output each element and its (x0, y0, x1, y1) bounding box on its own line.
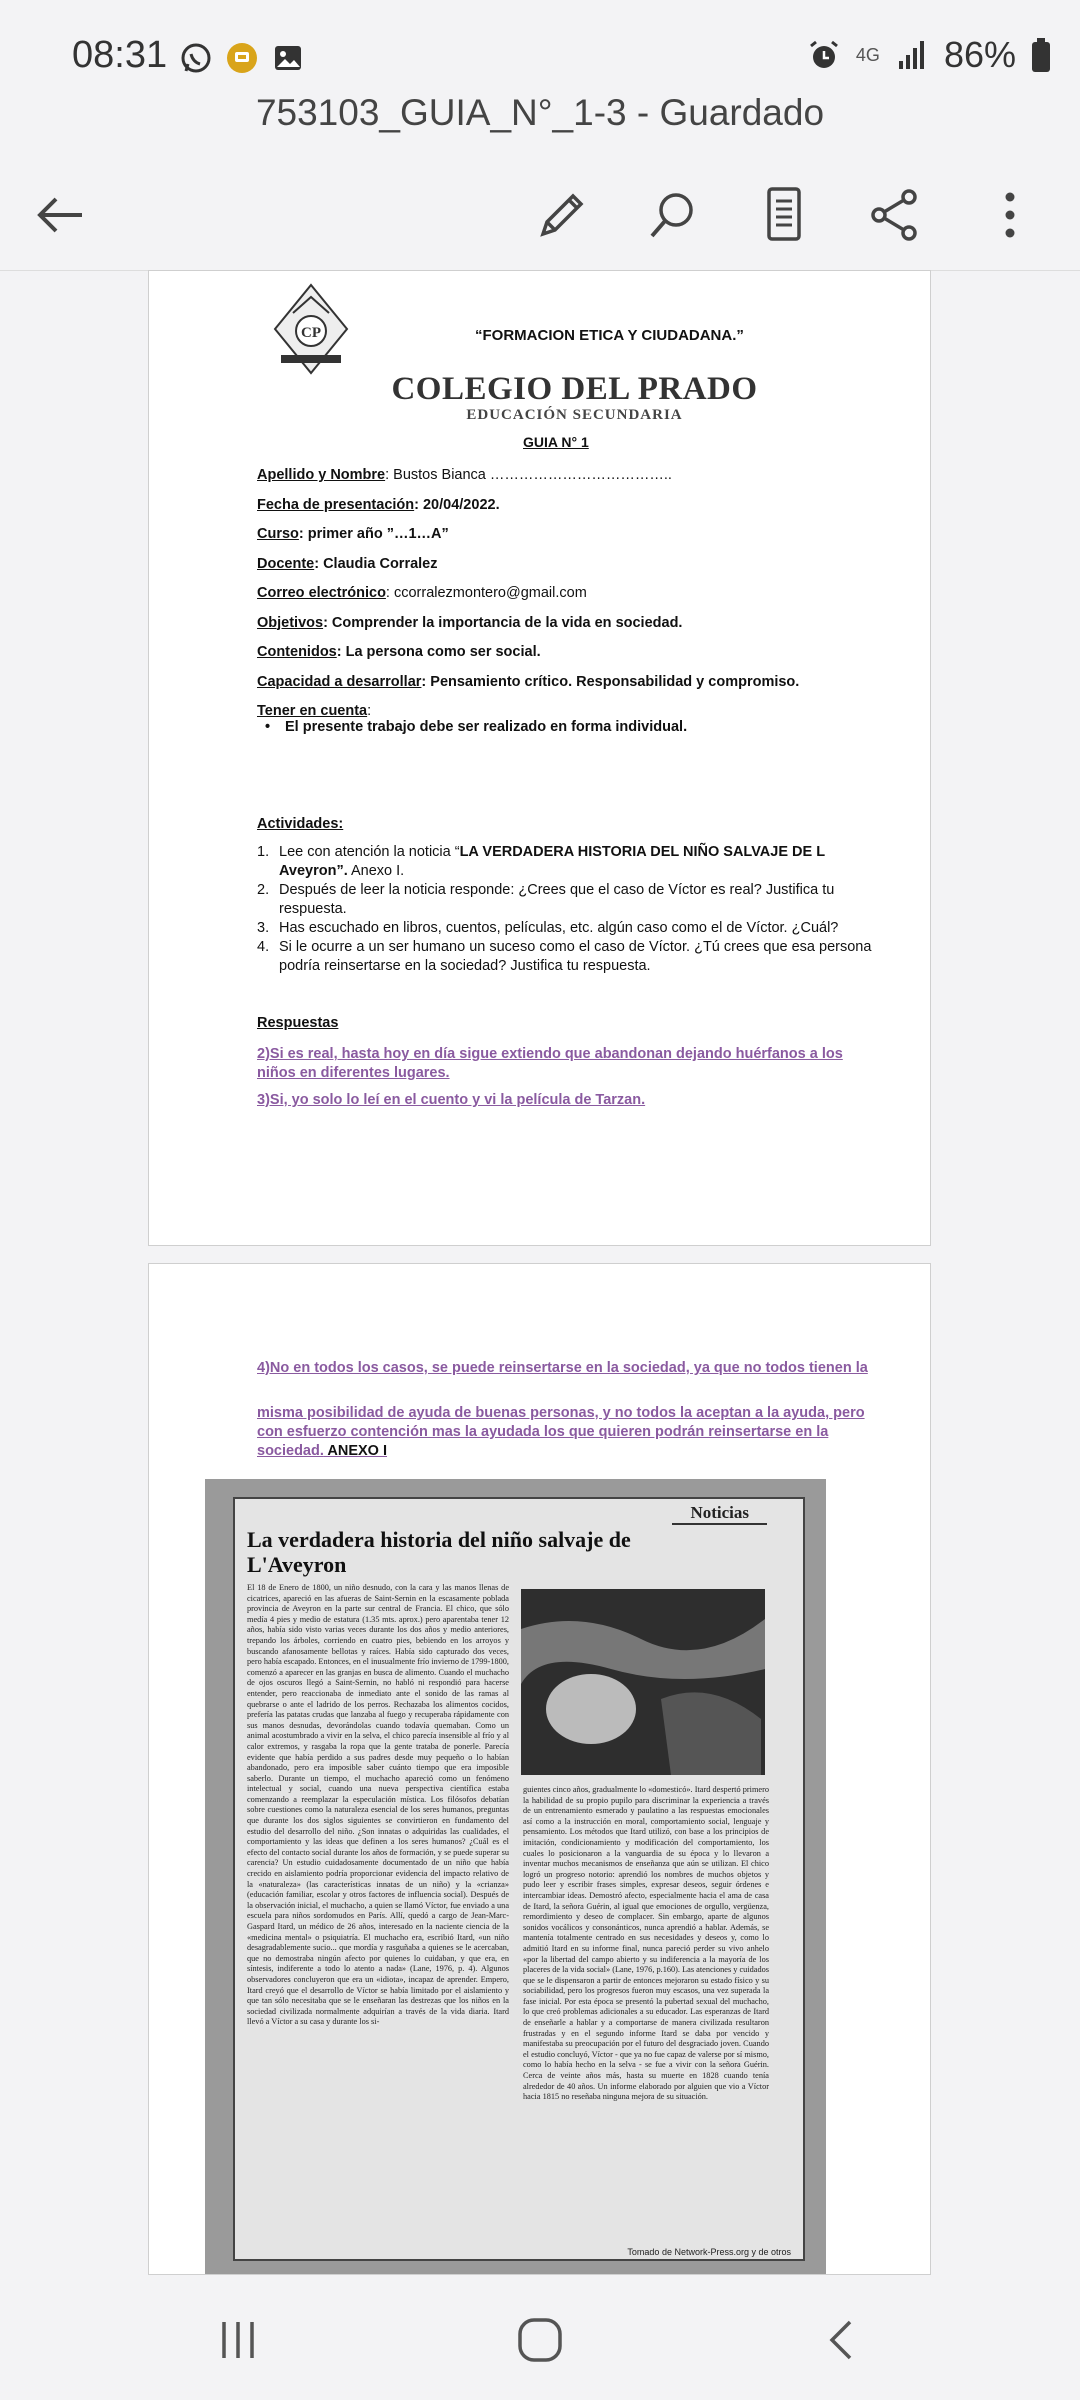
document-page-1 (148, 270, 931, 1246)
answer-2: 2)Si es real, hasta hoy en día sigue extiendo que abandonan dejando huérfanos a los niños en diferentes lugares. (257, 1046, 843, 1081)
field-value: : 20/04/2022. (414, 496, 500, 513)
reading-mode-icon (757, 185, 811, 245)
field-label: Contenidos (257, 644, 337, 660)
article-credit: Tomado de Network-Press.org y de otros (627, 2247, 791, 2257)
activity-text: Has escuchado en libros, cuentos, películas, etc. algún caso como el de Víctor. ¿Cuál? (279, 920, 839, 936)
activity-text-bold: LA VERDADERA HISTORIA DEL NIÑO SALVAJE DE L Aveyron”. (279, 844, 825, 879)
activity-item (257, 881, 877, 919)
field-label: Docente (257, 555, 315, 572)
guide-number: GUIA N° 1 (523, 434, 589, 450)
share-icon (867, 187, 923, 243)
navigation-bar (0, 2280, 1080, 2400)
document-viewer[interactable] (0, 270, 1080, 2280)
field-value: : Pensamiento crítico. Responsabilidad y compromiso. (421, 673, 800, 690)
field-label: Capacidad a desarrollar (257, 673, 422, 690)
status-left-icons (178, 40, 306, 76)
field-label: Fecha de presentación (257, 496, 415, 513)
field-value: : Claudia Corralez (314, 555, 438, 572)
activity-item (257, 938, 877, 976)
more-options-icon (1000, 187, 1020, 243)
field-label: Correo electrónico (257, 585, 386, 601)
activity-text: Lee con atención la noticia “ (279, 844, 460, 860)
gallery-icon (270, 40, 306, 76)
article-title: La verdadera historia del niño salvaje de L'Aveyron (247, 1527, 631, 1577)
field-label: Tener en cuenta (257, 703, 368, 719)
field-value: : primer año ”…1…A” (298, 526, 449, 542)
edit-button[interactable] (527, 180, 597, 250)
field-value: : Bustos Bianca ……………………………….. (385, 467, 672, 483)
document-title: 753103_GUIA_N°_1-3 - Guardado (255, 92, 825, 133)
field-row (257, 550, 897, 580)
back-icon (822, 2316, 862, 2364)
activities-list (257, 843, 877, 976)
student-info-fields (257, 461, 897, 727)
article-column-2: guientes cinco años, gradualmente lo «domesticó». Itard despertó primero la habilidad de su propio pupilo para discriminar la experiencia a través de un entrenamiento esmerado y paulatino a las respuestas emocionales así como a la instrucción en moral, comportamiento social, lenguaje y pensamiento. Los métodos que Itard utilizó, con base a los principios de imitación, condicionamiento y modificación del comportamiento, los cuales lo posicionaron a la vanguardia de su época y lo llevaron a inventar muchos mecanismos de enseñanza que aún se utilizan. El chico logró un progreso notorio: aprendió los nombres de muchos objetos y pudo leer y escribir frases simples, expresar deseos, seguir órdenes e intercambiar ideas. Demostró afecto, especialmente hacia el ama de casa de Itard, la señora Guérin, al igual que emociones de orgullo, vergüenza, remordimiento y deseo de complacer. Sin embargo, aparte de algunos sonidos vocálicos y consonánticos, nunca aprendió a hablar. Además, se mantenía totalmente centrado en sus necesidades y deseos y, como lo admitió Itard en su informe final, nunca pareció perder su vivo anhelo «por la libertad del campo abierto y su indiferencia a la mayoría de los placeres de la vida social» (Lane, 1976, p.160). Las atenciones y cuidados que se le dispensaron a partir de entonces mejoraron su estado físico y su sociabilidad, pero los progresos fueron muy escasos, una vez superada la fase inicial. Por esta época se presentó la pubertad sexual del muchacho, lo que creó problemas adicionales a su educador. Las esperanzas de Itard de enseñarle a hablar y a comportarse de manera civilizada resultaron frustradas y en el segundo informe Itard se daba por vencido y manifestaba su preocupación por el futuro del desgraciado joven. Cuando el estudio concluyó, Víctor - que ya no fue capaz de valerse por sí mismo, como lo había hecho en la selva - se fue a vivir con la señora Guérin. Cerca de veinte años más, hasta su muerte en 1828 cuando tenía alrededor de 40 años. Un informe elaborado por alguien que vio a Víctor hacia 1815 no reseñaba ninguna mejora de su situación. (523, 1785, 769, 2102)
note-bullet: • El presente trabajo debe ser realizado en forma individual. (285, 719, 687, 735)
status-bar (0, 0, 1080, 100)
home-button[interactable] (510, 2310, 570, 2370)
field-value: : ccorralezmontero@gmail.com (385, 585, 587, 601)
search-button[interactable] (638, 180, 708, 250)
network-4g-icon: 4G (855, 44, 880, 65)
activity-number: 4. (257, 939, 270, 955)
field-row (257, 609, 897, 639)
back-button[interactable] (25, 180, 95, 250)
article-column-1: El 18 de Enero de 1800, un niño desnudo, con la cara y las manos llenas de cicatrices, apareció en las afueras de Saint-Sernin en la escasamente poblada provincia de Aveyron en la parte sur central de Francia. El chico, que sólo medía 4 pies y medio de estatura (1.35 mts. aprox.) pero aparentaba tener 12 años, había sido visto varias veces durante los dos años y medio anteriores, trepando los árboles, corriendo en cuatro pies, bebiendo en los arroyos y buscando afanosamente bellotas y raíces. Había sido capturado dos veces, pero había escapado. Entonces, en el inusualmente frío invierno de 1799-1800, comenzó a aparecer en las granjas en busca de alimento. Cuando el muchacho de ojos oscuros llegó a Saint-Sernin, no habló ni respondió para hacerse entender, pero reaccionaba de inmediato ante el sonido de las ramas al quebrarse o ante el ladrido de los perros. Rechazaba los alimentos cocidos, prefería las patatas crudas que lanzaba al fuego y recuperaba rápidamente con sus manos desnudas, devorándolas cuando todavía quemaban. Como un animal acostumbrado a vivir en la selva, el chico parecía insensible al frío y al calor extremos, y rasgaba la ropa que la gente trataba de ponerle. Parecía evidente que había perdido a sus padres desde muy pequeño o lo habían abandonado, pero era imposible saber cuánto tiempo que era imposible saberlo. Durante un tiempo, el muchacho apareció como un fenómeno intelectual y social, cuando una nueva perspectiva científica estaba comenzando a reemplazar la especulación mística. Los filósofos debatían sobre cuestiones como la naturaleza esencial de los seres humanos, preguntas que durante los dos siglos siguientes se convirtieron en fundamento del estudio del desarrollo del niño. ¿Son innatas o adquiridas las cualidades, el comportamiento y las ideas que definen a los seres humanos? ¿Cuál es el efecto del contacto social durante los años de formación, y se puede superar su carencia? Un estudio cuidadosamente documentado de un niño que había crecido en aislamiento podría proporcionar evidencia del impacto relativo de la «naturaleza» (las características innatas de un niño) y la «crianza» (educación familiar, escolar y otros factores de influencia social). Después de la observación inicial, el muchacho, a quien se llamó Víctor, fue enviado a una escuela para niños sordomudos en París. Allí, quedó a cargo de Jean-Marc-Gaspard Itard, un médico de 26 años, interesado en la naciente ciencia de la «medicina mental» o psiquiatría. El muchacho era, escribió Itard, «un niño desagradablemente sucio... que mordía y rasguñaba a quienes se le acercaban, que no demostraba ningún afecto por quienes lo cuidaban, y que era, en síntesis, indiferente a todo lo atento a nada» (Lane, 1976, p. 4). Algunos observadores concluyeron que era un «idiota», incapaz de aprender. Empero, Itard creyó que el desarrollo de Víctor se había limitado por el aislamiento y que tan sólo necesitaba que se le enseñaran las destrezas que los niños en la sociedad civilizada normalmente adquirían a través de la vida diaria. Itard llevó a Víctor a su casa y durante los si- (247, 1583, 509, 2027)
home-icon (516, 2316, 564, 2364)
answer-4-text: misma posibilidad de ayuda de buenas personas, y no todos la aceptan a la ayuda, pero con esfuerzo contención mas la ayudada los que quieren podrán reinsertarse en la sociedad. (257, 1405, 865, 1459)
school-name: COLEGIO DEL PRADO (391, 371, 758, 407)
system-back-button[interactable] (812, 2310, 872, 2370)
status-time: 08:31 (72, 34, 168, 76)
article-photo (521, 1589, 765, 1775)
field-label: Apellido y Nombre (257, 467, 386, 483)
activity-text: Si le ocurre a un ser humano un suceso como el caso de Víctor. ¿Tú crees que esa persona podría reinsertarse en la sociedad? Justifica tu respuesta. (279, 939, 872, 974)
answer-4-line-2 (257, 1404, 887, 1461)
school-logo (271, 283, 351, 379)
annex-label: ANEXO I (323, 1443, 388, 1459)
subject-title: “FORMACION ETICA Y CIUDADANA.” (475, 327, 744, 344)
signal-icon (894, 37, 930, 73)
school-level: EDUCACIÓN SECUNDARIA (466, 407, 683, 423)
field-value: : La persona como ser social. (336, 644, 541, 660)
edit-pencil-icon (535, 188, 589, 242)
logo-text: CP (301, 325, 321, 341)
search-icon (646, 188, 700, 242)
photo-placeholder (521, 1589, 765, 1775)
share-button[interactable] (860, 180, 930, 250)
reading-mode-button[interactable] (749, 180, 819, 250)
news-article-image (205, 1479, 826, 2274)
toolbar (0, 160, 1080, 271)
activity-text: Después de leer la noticia responde: ¿Crees que el caso de Víctor es real? Justifica tu respuesta. (279, 882, 835, 917)
status-right-icons (806, 34, 1052, 76)
more-options-button[interactable] (975, 180, 1045, 250)
news-section-label: Noticias (672, 1503, 767, 1525)
activities-heading: Actividades: (257, 816, 344, 832)
field-label: Objetivos (257, 614, 324, 631)
back-arrow-icon (32, 187, 88, 243)
answer-3: 3)Si, yo solo lo leí en el cuento y vi la película de Tarzan. (257, 1092, 646, 1108)
activity-number: 1. (257, 844, 270, 860)
newspaper-clipping (233, 1497, 805, 2261)
field-row (257, 668, 897, 698)
field-value: : Comprender la importancia de la vida en sociedad. (323, 614, 683, 631)
field-value: : (367, 703, 372, 719)
field-row (257, 638, 897, 668)
recent-apps-button[interactable] (208, 2310, 268, 2370)
field-row (257, 579, 897, 609)
document-page-2 (148, 1263, 931, 2275)
activity-text-end: Anexo I. (347, 863, 405, 879)
battery-percent: 86% (943, 34, 1016, 75)
notification-coin-icon (224, 40, 260, 76)
battery-icon (1030, 37, 1052, 73)
field-label: Curso (257, 526, 299, 542)
field-row (257, 491, 897, 521)
recent-apps-icon (216, 2318, 260, 2362)
activity-item (257, 919, 877, 938)
activity-number: 3. (257, 920, 270, 936)
answers-heading: Respuestas (257, 1015, 339, 1031)
activity-number: 2. (257, 882, 270, 898)
whatsapp-icon (178, 40, 214, 76)
alarm-icon (806, 37, 842, 73)
answer-4-line-1: 4)No en todos los casos, se puede reinsertarse en la sociedad, ya que no todos tienen la (257, 1360, 868, 1376)
field-row (257, 461, 897, 491)
field-row (257, 520, 897, 550)
activity-item (257, 843, 877, 881)
